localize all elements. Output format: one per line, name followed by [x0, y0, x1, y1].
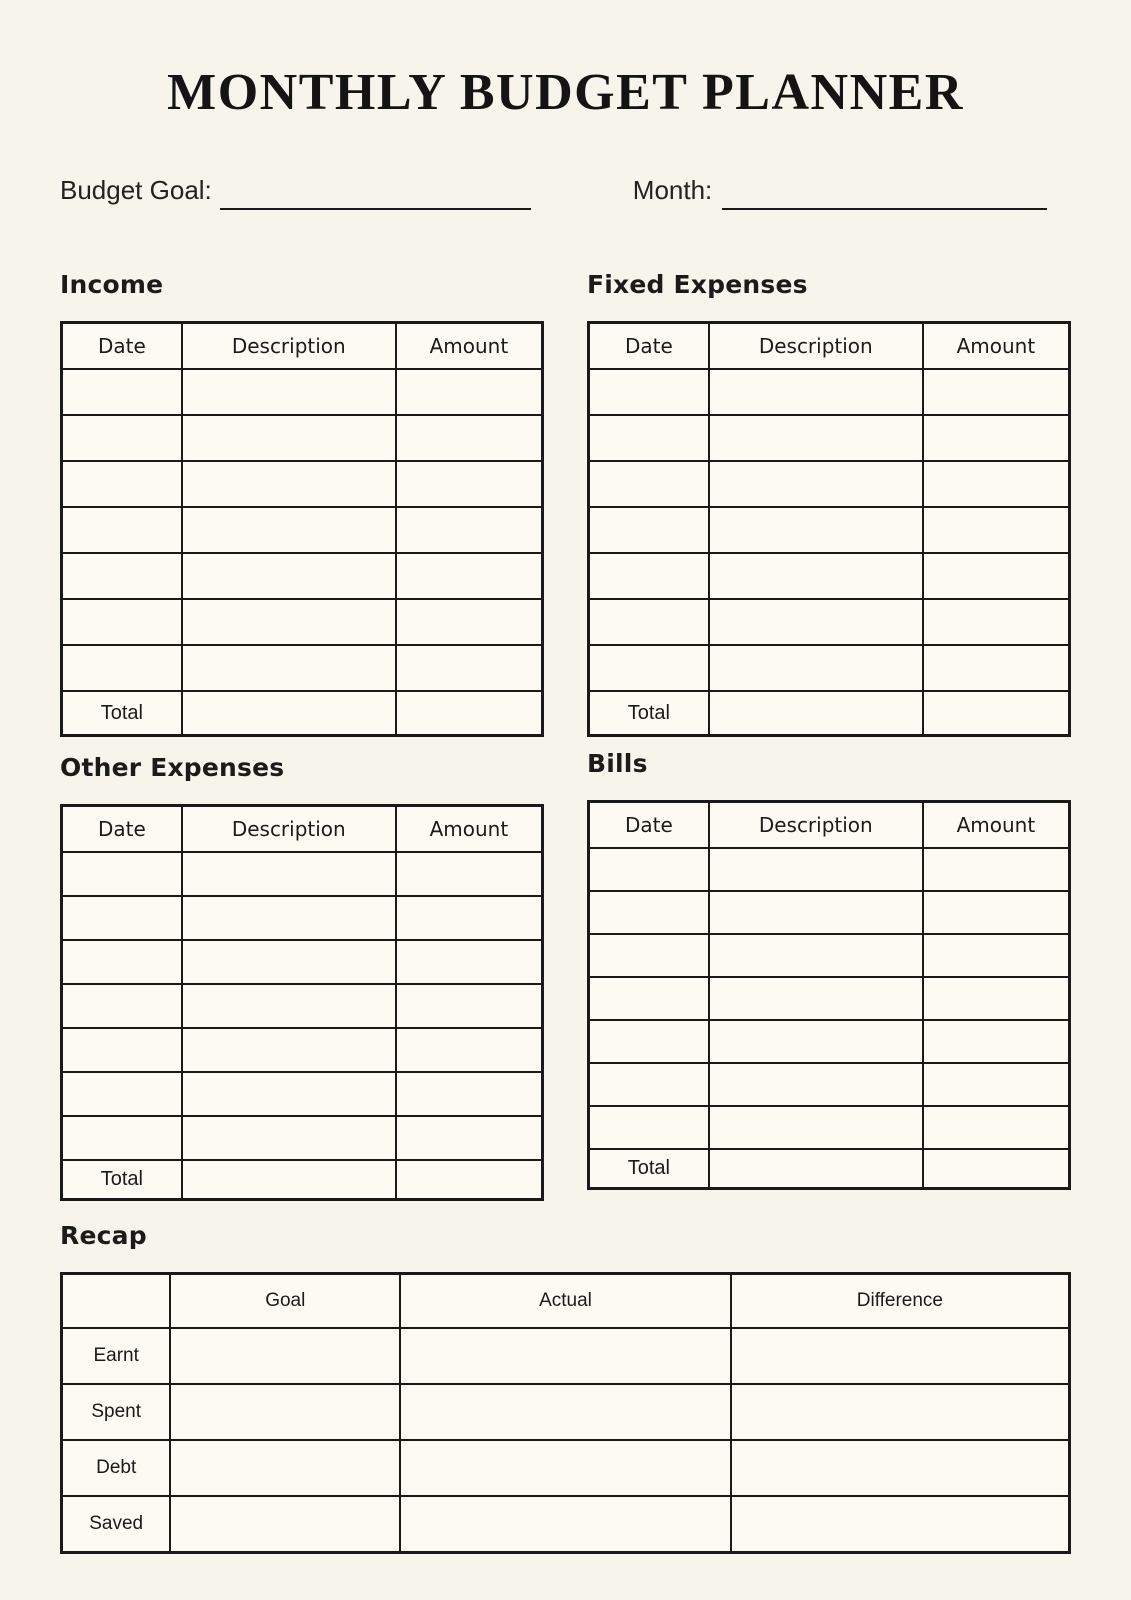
- header-fields: [60, 174, 1071, 210]
- empty-cell: [923, 645, 1070, 691]
- page-title: MONTHLY BUDGET PLANNER: [167, 64, 964, 121]
- empty-cell: [62, 1028, 182, 1072]
- empty-entry-row: [589, 461, 1070, 507]
- empty-cell: [396, 461, 543, 507]
- empty-cell: [62, 553, 182, 599]
- fixed-expenses-total-label: Total: [589, 691, 709, 736]
- recap-header-row: [62, 1274, 1070, 1329]
- fixed-expenses-amount-header: Amount: [923, 323, 1070, 370]
- fixed-expenses-total-row: [589, 691, 1070, 736]
- recap-goal-header: Goal: [170, 1274, 400, 1329]
- empty-cell: [62, 507, 182, 553]
- empty-cell: [396, 369, 543, 415]
- empty-entry-row: [589, 599, 1070, 645]
- empty-entry-row: [62, 553, 543, 599]
- empty-cell: [396, 599, 543, 645]
- bills-total-row: [589, 1149, 1070, 1189]
- recap-saved-label: Saved: [62, 1496, 171, 1553]
- recap-spent-actual-cell: [400, 1384, 731, 1440]
- empty-cell: [396, 553, 543, 599]
- empty-entry-row: [62, 369, 543, 415]
- tables-row-2: [60, 749, 1071, 1201]
- other-expenses-section-title: Other Expenses: [60, 753, 285, 783]
- bills-header-row: [589, 802, 1070, 849]
- empty-entry-row: [589, 1020, 1070, 1063]
- other-expenses-amount-header: Amount: [396, 806, 543, 853]
- empty-cell: [182, 461, 396, 507]
- empty-cell: [923, 934, 1070, 977]
- empty-entry-row: [62, 1072, 543, 1116]
- fixed-expenses-total-amount-cell: [923, 691, 1070, 736]
- fixed-expenses-header-row: [589, 323, 1070, 370]
- fixed-expenses-date-header: Date: [589, 323, 709, 370]
- income-total-description-cell: [182, 691, 396, 736]
- empty-entry-row: [62, 984, 543, 1028]
- budget-goal-label: Budget Goal:: [60, 175, 212, 206]
- recap-saved-row: [62, 1496, 1070, 1553]
- empty-cell: [62, 984, 182, 1028]
- income-header-row: [62, 323, 543, 370]
- other-expenses-table: [60, 804, 544, 1201]
- empty-cell: [62, 369, 182, 415]
- empty-cell: [589, 977, 709, 1020]
- empty-cell: [182, 645, 396, 691]
- empty-entry-row: [589, 934, 1070, 977]
- empty-entry-row: [589, 1063, 1070, 1106]
- empty-cell: [62, 461, 182, 507]
- empty-cell: [709, 599, 923, 645]
- empty-cell: [62, 1072, 182, 1116]
- empty-cell: [589, 415, 709, 461]
- empty-cell: [62, 940, 182, 984]
- other-expenses-header-row: [62, 806, 543, 853]
- recap-earnt-goal-cell: [170, 1328, 400, 1384]
- income-amount-header: Amount: [396, 323, 543, 370]
- income-section-title: Income: [60, 270, 164, 300]
- empty-cell: [589, 599, 709, 645]
- empty-cell: [923, 1063, 1070, 1106]
- empty-cell: [709, 934, 923, 977]
- empty-cell: [182, 896, 396, 940]
- empty-cell: [709, 415, 923, 461]
- empty-cell: [62, 415, 182, 461]
- month-label: Month:: [632, 175, 713, 206]
- empty-cell: [923, 599, 1070, 645]
- empty-cell: [396, 1028, 543, 1072]
- empty-cell: [396, 1116, 543, 1160]
- empty-cell: [62, 599, 182, 645]
- other-expenses-total-label: Total: [62, 1160, 182, 1200]
- income-total-row: [62, 691, 543, 736]
- fixed-expenses-total-description-cell: [709, 691, 923, 736]
- empty-cell: [923, 1020, 1070, 1063]
- other-expenses-total-row: [62, 1160, 543, 1200]
- empty-entry-row: [62, 415, 543, 461]
- fixed-expenses-section: [587, 270, 1071, 737]
- empty-cell: [923, 977, 1070, 1020]
- bills-total-description-cell: [709, 1149, 923, 1189]
- empty-cell: [923, 461, 1070, 507]
- bills-section: [587, 749, 1071, 1201]
- bills-total-label: Total: [589, 1149, 709, 1189]
- recap-debt-actual-cell: [400, 1440, 731, 1496]
- empty-entry-row: [62, 1028, 543, 1072]
- empty-entry-row: [589, 415, 1070, 461]
- empty-entry-row: [589, 891, 1070, 934]
- empty-cell: [396, 415, 543, 461]
- empty-entry-row: [589, 369, 1070, 415]
- recap-debt-difference-cell: [731, 1440, 1070, 1496]
- recap-corner-cell: [62, 1274, 171, 1329]
- income-date-header: Date: [62, 323, 182, 370]
- empty-cell: [396, 645, 543, 691]
- recap-debt-goal-cell: [170, 1440, 400, 1496]
- empty-entry-row: [589, 977, 1070, 1020]
- income-description-header: Description: [182, 323, 396, 370]
- empty-cell: [182, 369, 396, 415]
- fixed-expenses-table: [587, 321, 1071, 737]
- fixed-expenses-section-title: Fixed Expenses: [587, 270, 808, 300]
- empty-cell: [589, 1063, 709, 1106]
- recap-table: [60, 1272, 1071, 1554]
- empty-cell: [923, 1106, 1070, 1149]
- other-expenses-section: [60, 753, 544, 1201]
- bills-section-title: Bills: [587, 749, 648, 779]
- recap-actual-header: Actual: [400, 1274, 731, 1329]
- empty-cell: [396, 852, 543, 896]
- empty-cell: [589, 848, 709, 891]
- empty-cell: [589, 507, 709, 553]
- recap-earnt-label: Earnt: [62, 1328, 171, 1384]
- empty-cell: [709, 507, 923, 553]
- empty-entry-row: [589, 645, 1070, 691]
- empty-cell: [182, 599, 396, 645]
- empty-entry-row: [62, 507, 543, 553]
- empty-cell: [923, 848, 1070, 891]
- empty-cell: [182, 1072, 396, 1116]
- recap-earnt-difference-cell: [731, 1328, 1070, 1384]
- empty-cell: [62, 645, 182, 691]
- empty-cell: [62, 896, 182, 940]
- empty-cell: [182, 1028, 396, 1072]
- other-expenses-total-description-cell: [182, 1160, 396, 1200]
- recap-section: [60, 1221, 1071, 1554]
- empty-cell: [396, 507, 543, 553]
- empty-cell: [709, 1063, 923, 1106]
- empty-cell: [709, 848, 923, 891]
- empty-cell: [923, 415, 1070, 461]
- empty-cell: [589, 645, 709, 691]
- empty-cell: [182, 940, 396, 984]
- other-expenses-total-amount-cell: [396, 1160, 543, 1200]
- empty-entry-row: [589, 553, 1070, 599]
- recap-earnt-actual-cell: [400, 1328, 731, 1384]
- empty-cell: [182, 984, 396, 1028]
- bills-table: [587, 800, 1071, 1190]
- empty-cell: [709, 1106, 923, 1149]
- bills-date-header: Date: [589, 802, 709, 849]
- empty-entry-row: [62, 896, 543, 940]
- empty-cell: [396, 940, 543, 984]
- empty-cell: [923, 553, 1070, 599]
- empty-entry-row: [589, 1106, 1070, 1149]
- empty-cell: [396, 896, 543, 940]
- empty-cell: [709, 977, 923, 1020]
- empty-cell: [923, 507, 1070, 553]
- empty-cell: [709, 461, 923, 507]
- bills-total-amount-cell: [923, 1149, 1070, 1189]
- empty-cell: [182, 1116, 396, 1160]
- budget-goal-blank-line: [220, 174, 531, 210]
- empty-cell: [709, 645, 923, 691]
- income-section: [60, 270, 544, 737]
- empty-cell: [923, 369, 1070, 415]
- other-expenses-date-header: Date: [62, 806, 182, 853]
- empty-cell: [589, 461, 709, 507]
- empty-entry-row: [589, 507, 1070, 553]
- empty-cell: [923, 891, 1070, 934]
- recap-debt-row: [62, 1440, 1070, 1496]
- empty-cell: [709, 891, 923, 934]
- empty-cell: [182, 553, 396, 599]
- empty-cell: [396, 1072, 543, 1116]
- recap-saved-actual-cell: [400, 1496, 731, 1553]
- bills-description-header: Description: [709, 802, 923, 849]
- empty-entry-row: [62, 852, 543, 896]
- empty-cell: [182, 415, 396, 461]
- empty-entry-row: [62, 461, 543, 507]
- empty-cell: [396, 984, 543, 1028]
- recap-spent-goal-cell: [170, 1384, 400, 1440]
- empty-cell: [62, 1116, 182, 1160]
- empty-entry-row: [62, 940, 543, 984]
- recap-spent-row: [62, 1384, 1070, 1440]
- month-blank-line: [722, 174, 1047, 210]
- empty-cell: [62, 852, 182, 896]
- recap-debt-label: Debt: [62, 1440, 171, 1496]
- empty-entry-row: [62, 645, 543, 691]
- recap-spent-label: Spent: [62, 1384, 171, 1440]
- income-total-label: Total: [62, 691, 182, 736]
- empty-cell: [589, 1106, 709, 1149]
- empty-cell: [589, 369, 709, 415]
- income-table: [60, 321, 544, 737]
- tables-row-1: [60, 270, 1071, 737]
- bills-amount-header: Amount: [923, 802, 1070, 849]
- empty-entry-row: [589, 848, 1070, 891]
- empty-cell: [709, 1020, 923, 1063]
- empty-cell: [182, 507, 396, 553]
- other-expenses-description-header: Description: [182, 806, 396, 853]
- empty-cell: [589, 553, 709, 599]
- empty-cell: [589, 1020, 709, 1063]
- recap-section-title: Recap: [60, 1221, 147, 1251]
- empty-cell: [709, 553, 923, 599]
- empty-entry-row: [62, 599, 543, 645]
- recap-saved-goal-cell: [170, 1496, 400, 1553]
- recap-earnt-row: [62, 1328, 1070, 1384]
- recap-saved-difference-cell: [731, 1496, 1070, 1553]
- empty-entry-row: [62, 1116, 543, 1160]
- empty-cell: [182, 852, 396, 896]
- empty-cell: [709, 369, 923, 415]
- empty-cell: [589, 934, 709, 977]
- empty-cell: [589, 891, 709, 934]
- recap-spent-difference-cell: [731, 1384, 1070, 1440]
- recap-difference-header: Difference: [731, 1274, 1070, 1329]
- income-total-amount-cell: [396, 691, 543, 736]
- fixed-expenses-description-header: Description: [709, 323, 923, 370]
